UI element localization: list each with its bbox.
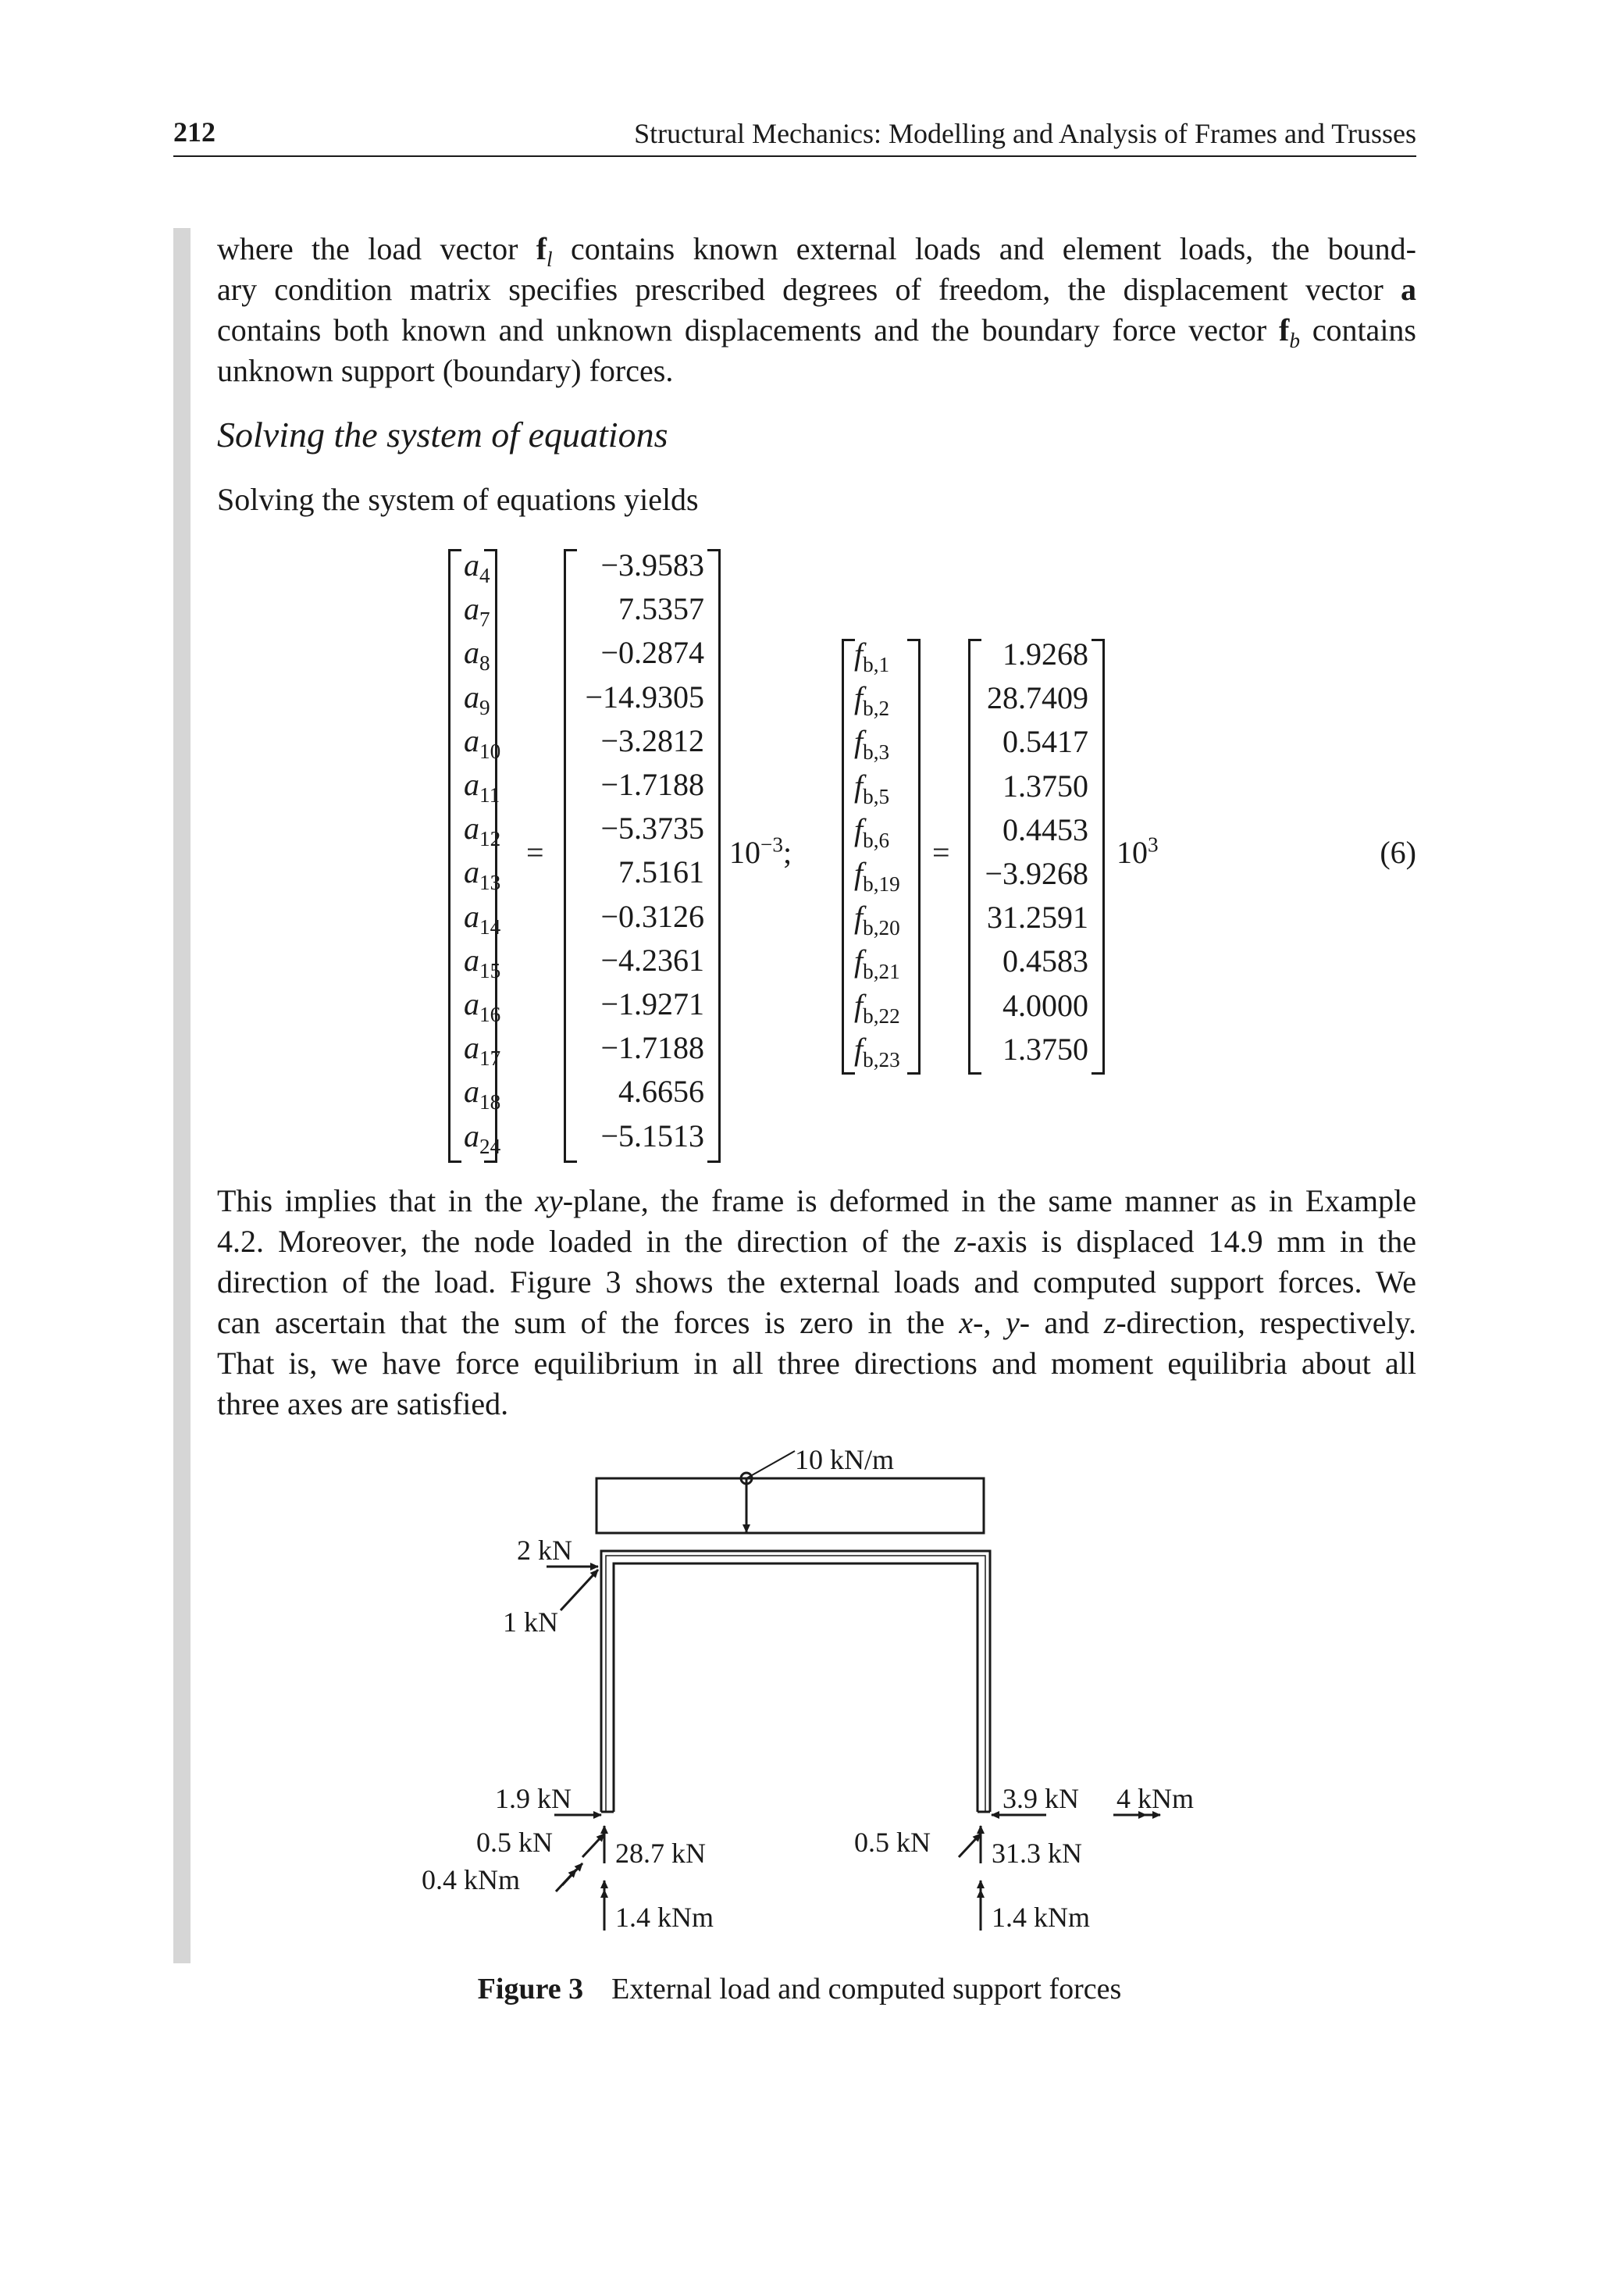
- text: -,: [973, 1305, 1006, 1340]
- matrix-entry-value: −0.3126: [600, 898, 704, 934]
- page-number: 212: [173, 116, 215, 148]
- para2-line: That is, we have force equilibrium in all three directions and moment equilibria about all: [217, 1346, 1416, 1381]
- matrix-entry-var: $a_{10}$: [464, 722, 501, 763]
- matrix-entry-var: $a_{15}$: [464, 942, 501, 982]
- matrix-entry-value: −4.2361: [600, 942, 704, 978]
- matrix-entry-var: $f_{b,20}$: [854, 900, 900, 940]
- caption-label: Figure 3: [477, 1973, 584, 2005]
- matrix-entry-value: 28.7409: [987, 680, 1088, 716]
- equals-sign: =: [932, 835, 950, 870]
- matrix-entry-value: 0.5417: [1002, 724, 1088, 760]
- matrix-entry-value: 0.4583: [1002, 943, 1088, 979]
- text: contains: [1299, 312, 1416, 348]
- matrix-entry-var: $f_{b,23}$: [854, 1031, 900, 1071]
- text: where the load vector: [217, 231, 536, 266]
- text: -direction, respectively.: [1116, 1305, 1416, 1340]
- frame-outer: [601, 1551, 990, 1812]
- math-var: z: [954, 1224, 967, 1259]
- label-left-0-4kNm: 0.4 kNm: [422, 1864, 520, 1895]
- matrix-entry-value: −1.7188: [600, 767, 704, 802]
- arrow-left-0-5: [582, 1834, 604, 1857]
- matrix-entry-value: 4.0000: [1002, 987, 1088, 1023]
- matrix-entry-var: $a_7$: [464, 591, 490, 632]
- vector-a: a: [1401, 272, 1416, 307]
- math-var: z: [1103, 1305, 1116, 1340]
- matrix-entry-value: −5.3735: [600, 811, 704, 847]
- matrix-entry-var: $a_8$: [464, 635, 490, 676]
- label-left-28-7kN: 28.7 kN: [615, 1838, 706, 1869]
- matrix-entry-value: −3.9583: [600, 547, 704, 583]
- text: -axis is displaced 14.9 mm in the: [966, 1224, 1416, 1259]
- matrix-entry-var: $a_{11}$: [464, 767, 500, 807]
- matrix-entry-value: 0.4453: [1002, 811, 1088, 847]
- matrix-entry-value: −5.1513: [600, 1118, 704, 1153]
- matrix-entry-var: $f_{b,3}$: [854, 724, 890, 765]
- label-left-1-4kNm: 1.4 kNm: [615, 1902, 714, 1933]
- label-2kN: 2 kN: [517, 1535, 572, 1566]
- matrix-entry-var: $a_{24}$: [464, 1118, 501, 1158]
- matrix-entry-var: $a_9$: [464, 679, 490, 719]
- matrix-entry-value: −1.7188: [600, 1030, 704, 1066]
- equation-number: (6): [1380, 835, 1416, 870]
- arrow-right-0-5: [959, 1834, 981, 1857]
- matrix-entry-value: 7.5161: [618, 854, 704, 890]
- caption-text: External load and computed support forces: [611, 1973, 1122, 2005]
- text: This implies that in the: [217, 1183, 536, 1218]
- label-left-0-5kN: 0.5 kN: [476, 1827, 553, 1858]
- matrix-entry-value: 1.3750: [1002, 1031, 1088, 1067]
- label-right-1-4kNm: 1.4 kNm: [992, 1902, 1090, 1933]
- text: can ascertain that the sum of the forces is zero in the: [217, 1305, 960, 1340]
- text: 10: [729, 835, 760, 870]
- arrow-left-0-4-b: [556, 1870, 576, 1891]
- matrix-entry-value: 1.3750: [1002, 768, 1088, 804]
- matrix-entry-value: 1.9268: [1002, 636, 1088, 672]
- frame-inner: [614, 1563, 978, 1812]
- matrix-entry-value: 31.2591: [987, 900, 1088, 936]
- text: ;: [782, 835, 792, 870]
- matrix-entry-var: $a_{16}$: [464, 986, 501, 1026]
- label-left-1-9kN: 1.9 kN: [495, 1783, 572, 1814]
- frame-mid: [606, 1556, 985, 1812]
- equals-sign: =: [526, 835, 544, 870]
- arrow-1kN: [561, 1570, 598, 1610]
- vector-fb: f: [1278, 312, 1290, 348]
- matrix-entry-var: $a_{18}$: [464, 1074, 501, 1114]
- text: 10: [1116, 835, 1148, 870]
- figure-caption: [0, 1972, 1599, 2006]
- matrix-entry-value: −0.2874: [600, 635, 704, 671]
- math-var: y: [1005, 1305, 1020, 1340]
- matrix-entry-var: $a_{17}$: [464, 1030, 501, 1071]
- text: -plane, the frame is deformed in the same manner as in Example: [562, 1183, 1416, 1218]
- matrix-entry-var: $f_{b,21}$: [854, 943, 900, 984]
- para1-line: unknown support (boundary) forces.: [217, 353, 674, 388]
- matrix-entry-value: 4.6656: [618, 1074, 704, 1110]
- matrix-entry-var: $f_{b,5}$: [854, 768, 890, 808]
- matrix-entry-var: $f_{b,6}$: [854, 811, 890, 852]
- matrix-entry-value: −3.9268: [985, 856, 1088, 891]
- label-right-4kNm: 4 kNm: [1116, 1783, 1194, 1814]
- intro-text: Solving the system of equations yields: [217, 482, 699, 517]
- matrix-entry-var: $f_{b,2}$: [854, 680, 890, 721]
- matrix-entry-var: $a_{12}$: [464, 811, 501, 851]
- label-1kN: 1 kN: [503, 1606, 558, 1638]
- subscript: l: [547, 248, 553, 271]
- text: - and: [1019, 1305, 1104, 1340]
- matrix-entry-var: $f_{b,22}$: [854, 987, 900, 1028]
- matrix-entry-var: $a_{13}$: [464, 854, 501, 895]
- vector-fl: f: [536, 231, 547, 266]
- exponent: −3: [760, 832, 783, 857]
- label-right-0-5kN: 0.5 kN: [854, 1827, 931, 1858]
- para2-line: direction of the load. Figure 3 shows the external loads and computed support forces. We: [217, 1264, 1416, 1300]
- distributed-load-box: [597, 1478, 984, 1533]
- label-10kNm: 10 kN/m: [795, 1444, 895, 1475]
- label-right-3-9kN: 3.9 kN: [1002, 1783, 1079, 1814]
- text: contains known external loads and element loads, the bound-: [552, 231, 1417, 266]
- exponent: 3: [1148, 832, 1159, 857]
- matrix-entry-var: $f_{b,1}$: [854, 636, 890, 676]
- subscript: b: [1289, 329, 1300, 352]
- para2-line: three axes are satisfied.: [217, 1386, 509, 1421]
- matrix-entry-value: 7.5357: [618, 591, 704, 627]
- text: 4.2. Moreover, the node loaded in the direction of the: [217, 1224, 955, 1259]
- running-title: Structural Mechanics: Modelling and Analysis of Frames and Trusses: [634, 118, 1416, 149]
- matrix-entry-value: −3.2812: [600, 722, 704, 758]
- matrix-entry-var: $f_{b,19}$: [854, 856, 900, 896]
- load-leader: [746, 1451, 795, 1478]
- matrix-entry-value: −14.9305: [585, 679, 704, 715]
- section-heading: Solving the system of equations: [217, 415, 668, 455]
- matrix-entry-var: $a_{14}$: [464, 898, 501, 939]
- matrix-entry-var: $a_4$: [464, 547, 490, 587]
- label-right-31-3kN: 31.3 kN: [992, 1838, 1082, 1869]
- math-var: x: [959, 1305, 974, 1340]
- matrix-entry-value: −1.9271: [600, 986, 704, 1021]
- math-var: xy: [535, 1183, 563, 1218]
- text: contains both known and unknown displacements and the boundary force vector: [217, 312, 1279, 348]
- text: ary condition matrix specifies prescribed degrees of freedom, the displacement vector: [217, 272, 1401, 307]
